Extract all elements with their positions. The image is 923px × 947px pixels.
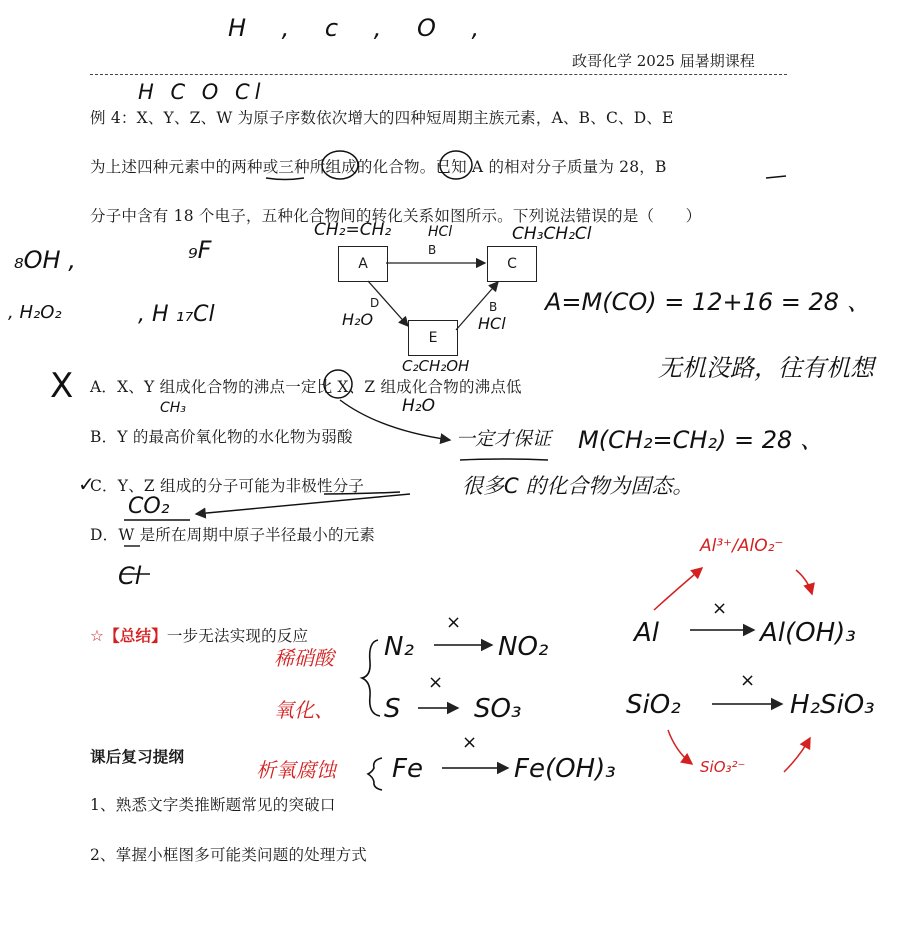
hw-sio2: SiO₂ bbox=[626, 690, 681, 720]
problem-line-3: 分子中含有 18 个电子，五种化合物间的转化关系如图所示。下列说法错误的是（ ） bbox=[90, 207, 702, 225]
option-d: D．W 是所在周期中原子半径最小的元素 bbox=[90, 526, 376, 544]
hw-inorganic-note: 无机没路，往有机想 bbox=[658, 354, 874, 382]
hw-hcl-top: HCl bbox=[428, 224, 453, 240]
hw-mass-ethylene: M(CH₂=CH₂) = 28 、 bbox=[578, 426, 824, 454]
hw-cross-4: × bbox=[712, 598, 728, 619]
hw-cross-3: × bbox=[462, 732, 478, 753]
hw-ch3-label: CH₃ bbox=[160, 400, 186, 416]
hw-hcl-right: HCl bbox=[478, 314, 506, 333]
diagram-label-d: D bbox=[370, 296, 380, 310]
hw-feoh3: Fe(OH)₃ bbox=[514, 754, 616, 784]
hw-so3: SO₃ bbox=[474, 694, 522, 724]
check-mark-icon: ✓ bbox=[78, 472, 95, 496]
hw-red-n-label: 稀硝酸 bbox=[274, 646, 334, 670]
hw-red-sio3: SiO₃²⁻ bbox=[700, 758, 746, 776]
hw-ch2ch2: CH₂=CH₂ bbox=[314, 220, 392, 240]
summary-tag: 【总结】 bbox=[104, 626, 167, 645]
hw-cross-1: × bbox=[446, 612, 462, 633]
hw-c2h5oh: C₂CH₂OH bbox=[402, 357, 470, 375]
course-title: 政哥化学 2025 届暑期课程 bbox=[572, 52, 755, 70]
hw-h2sio3: H₂SiO₃ bbox=[790, 690, 875, 720]
hw-aloh3: Al(OH)₃ bbox=[760, 618, 856, 648]
summary-text: 一步无法实现的反应 bbox=[166, 627, 309, 645]
hw-carbon-solid: 很多C 的化合物为固态。 bbox=[462, 474, 694, 498]
review-item-2: 2、掌握小框图多可能类问题的处理方式 bbox=[90, 846, 367, 864]
hw-red-al-ions: Al³⁺/AlO₂⁻ bbox=[700, 536, 784, 556]
review-item-1: 1、熟悉文字类推断题常见的突破口 bbox=[90, 796, 336, 814]
star-icon: ☆ bbox=[90, 627, 105, 645]
hw-f9: ₉F bbox=[188, 236, 212, 264]
hw-oh8: ₈OH , bbox=[14, 246, 76, 274]
hw-co2: CO₂ bbox=[128, 494, 170, 519]
hw-cross-2: × bbox=[428, 672, 444, 693]
hw-ch3ch2cl: CH₃CH₂Cl bbox=[512, 224, 592, 244]
diagram-label-b-top: B bbox=[428, 243, 437, 257]
hw-h17cl: , H ₁₇Cl bbox=[138, 302, 215, 327]
diagram-box-e: E bbox=[408, 320, 458, 356]
hw-red-fe-label: 析氧腐蚀 bbox=[256, 758, 336, 782]
diagram-box-c: C bbox=[487, 246, 537, 282]
hw-cl: Cl bbox=[118, 562, 142, 590]
hw-not-guaranteed: 一定才保证 bbox=[456, 428, 552, 450]
hw-al: Al bbox=[634, 618, 660, 648]
option-c: C．Y、Z 组成的分子可能为非极性分子 bbox=[90, 477, 365, 495]
hw-n2: N₂ bbox=[384, 632, 414, 662]
hw-red-s-label: 氧化、 bbox=[274, 698, 334, 722]
option-a: A．X、Y 组成化合物的沸点一定比 X、Z 组成化合物的沸点低 bbox=[90, 378, 522, 396]
hw-cross-5: × bbox=[740, 670, 756, 691]
hw-fe: Fe bbox=[392, 754, 423, 784]
hw-x-mark: X bbox=[50, 366, 74, 406]
problem-line-2: 为上述四种元素中的两种或三种所组成的化合物。已知 A 的相对分子质量为 28，B bbox=[90, 158, 667, 176]
hw-h2o2: , H₂O₂ bbox=[8, 302, 62, 323]
hw-h2o-mid: H₂O bbox=[402, 396, 435, 416]
review-title: 课后复习提纲 bbox=[90, 747, 185, 766]
diagram-label-b-right: B bbox=[489, 300, 498, 314]
diagram-box-a: A bbox=[338, 246, 388, 282]
hw-s: S bbox=[384, 694, 401, 724]
hw-h2o-left: H₂O bbox=[342, 310, 374, 329]
problem-line-1: 例 4：X、Y、Z、W 为原子序数依次增大的四种短周期主族元素，A、B、C、D、E bbox=[90, 109, 674, 127]
hw-top-elements: H , c , O , bbox=[228, 14, 494, 42]
option-b: B．Y 的最高价氧化物的水化物为弱酸 bbox=[90, 428, 353, 446]
hw-no2: NO₂ bbox=[498, 632, 549, 662]
hw-above-elements: H C O Cl bbox=[138, 80, 266, 104]
hw-mass-calc: A=M(CO) = 12+16 = 28 、 bbox=[545, 288, 871, 316]
